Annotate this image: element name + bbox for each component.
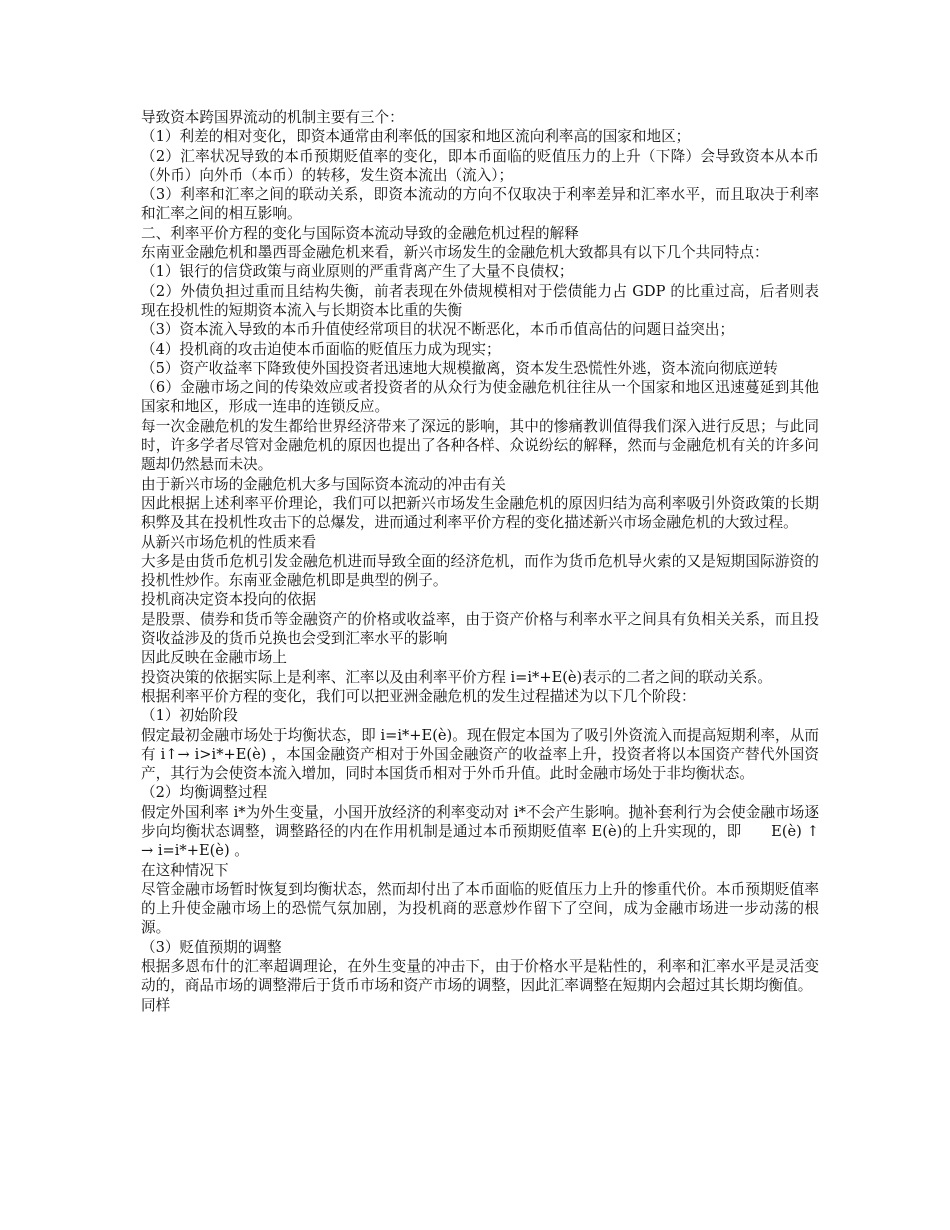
paragraph: 从新兴市场危机的性质来看 bbox=[141, 533, 317, 551]
paragraph: （1）银行的信贷政策与商业原则的严重背离产生了大量不良债权； bbox=[141, 263, 574, 281]
paragraph: 因此反映在金融市场上 bbox=[141, 649, 287, 667]
paragraph: 投机商决定资本投向的依据 bbox=[141, 591, 317, 609]
subheading: （1）初始阶段 bbox=[141, 707, 238, 725]
paragraph: （3）资本流入导致的本币升值使经常项目的状况不断恶化，本币币值高估的问题日益突出； bbox=[141, 321, 735, 339]
paragraph: 每一次金融危机的发生都给世界经济带来了深远的影响，其中的惨痛教训值得我们深入进行反思；与此同时，许多学者尽管对金融危机的原因也提出了各种各样、众说纷纭的解释，然而与金融危机有关的许多问题却仍然悬而未决。 bbox=[141, 417, 819, 474]
paragraph: （1）利差的相对变化，即资本通常由利率低的国家和地区流向利率高的国家和地区； bbox=[141, 128, 691, 146]
section-heading: 二、利率平价方程的变化与国际资本流动导致的金融危机过程的解释 bbox=[141, 224, 579, 242]
paragraph: 大多是由货币危机引发金融危机进而导致全面的经济危机，而作为货币危机导火索的又是短期国际游资的投机性炒作。东南亚金融危机即是典型的例子。 bbox=[141, 552, 819, 590]
paragraph: 由于新兴市场的金融危机大多与国际资本流动的冲击有关 bbox=[141, 475, 506, 493]
paragraph: （2）外债负担过重而且结构失衡，前者表现在外债规模相对于偿债能力占 GDP 的比重过高，后者则表现在投机性的短期资本流入与长期资本比重的失衡 bbox=[141, 282, 819, 319]
paragraph: 投资决策的依据实际上是利率、汇率以及由利率平价方程 i=i*+E(è)表示的二者之间的联动关系。 bbox=[141, 668, 772, 686]
paragraph: 假定外国利率 i*为外生变量，小国开放经济的利率变动对 i*不会产生影响。抛补套利行为会使金融市场逐步向均衡状态调整，调整路径的内在作用机制是通过本币预期贬值率 E(è)的上升实现的，即 E(è) ↑→ i=i*+E(è) 。 bbox=[141, 803, 819, 860]
paragraph: 因此根据上述利率平价理论，我们可以把新兴市场发生金融危机的原因归结为高利率吸引外资政策的长期积弊及其在投机性攻击下的总爆发，进而通过利率平价方程的变化描述新兴市场金融危机的大致过程。 bbox=[141, 494, 819, 532]
paragraph: 尽管金融市场暂时恢复到均衡状态，然而却付出了本币面临的贬值压力上升的惨重代价。本币预期贬值率的上升使金融市场上的恐慌气氛加剧，为投机商的恶意炒作留下了空间，成为金融市场进一步动荡的根源。 bbox=[141, 880, 819, 937]
subheading: （3）贬值预期的调整 bbox=[141, 938, 282, 956]
paragraph: （4）投机商的攻击迫使本币面临的贬值压力成为现实； bbox=[141, 340, 501, 358]
paragraph: （5）资产收益率下降致使外国投资者迅速地大规模撤离，资本发生恐慌性外逃，资本流向彻底逆转 bbox=[141, 359, 778, 377]
paragraph: 根据利率平价方程的变化，我们可以把亚洲金融危机的发生过程描述为以下几个阶段： bbox=[141, 687, 696, 705]
paragraph: 在这种情况下 bbox=[141, 861, 229, 879]
paragraph: （6）金融市场之间的传染效应或者投资者的从众行为使金融危机往往从一个国家和地区迅速蔓延到其他国家和地区，形成一连串的连锁反应。 bbox=[141, 379, 819, 416]
paragraph: （3）利率和汇率之间的联动关系，即资本流动的方向不仅取决于利率差异和汇率水平，而且取决于利率和汇率之间的相互影响。 bbox=[141, 186, 819, 223]
subheading: （2）均衡调整过程 bbox=[141, 784, 268, 802]
paragraph: 是股票、债券和货币等金融资产的价格或收益率，由于资产价格与利率水平之间具有负相关关系，而且投资收益涉及的货币兑换也会受到汇率水平的影响 bbox=[141, 610, 819, 648]
paragraph: 同样 bbox=[141, 996, 171, 1014]
paragraph: （2）汇率状况导致的本币预期贬值率的变化，即本币面临的贬值压力的上升（下降）会导致资本从本币（外币）向外币（本币）的转移，发生资本流出（流入）； bbox=[141, 147, 819, 184]
paragraph: 假定最初金融市场处于均衡状态，即 i=i*+E(è)。现在假定本国为了吸引外资流入而提高短期利率，从而有 i↑→ i>i*+E(è) ，本国金融资产相对于外国金融资产的收益率上升，投资者将以本国资产替代外国资产，其行为会使资本流入增加，同时本国货币相对于外币升值。此时金融市场处于非均衡状态。 bbox=[141, 726, 819, 783]
paragraph: 根据多恩布什的汇率超调理论，在外生变量的冲击下，由于价格水平是粘性的，利率和汇率水平是灵活变动的，商品市场的调整滞后于货币市场和资产市场的调整，因此汇率调整在短期内会超过其长期均衡值。 bbox=[141, 958, 819, 995]
paragraph: 导致资本跨国界流动的机制主要有三个： bbox=[141, 109, 404, 126]
document-body bbox=[141, 108, 819, 1015]
paragraph: 东南亚金融危机和墨西哥金融危机来看，新兴市场发生的金融危机大致都具有以下几个共同特点： bbox=[141, 244, 769, 262]
